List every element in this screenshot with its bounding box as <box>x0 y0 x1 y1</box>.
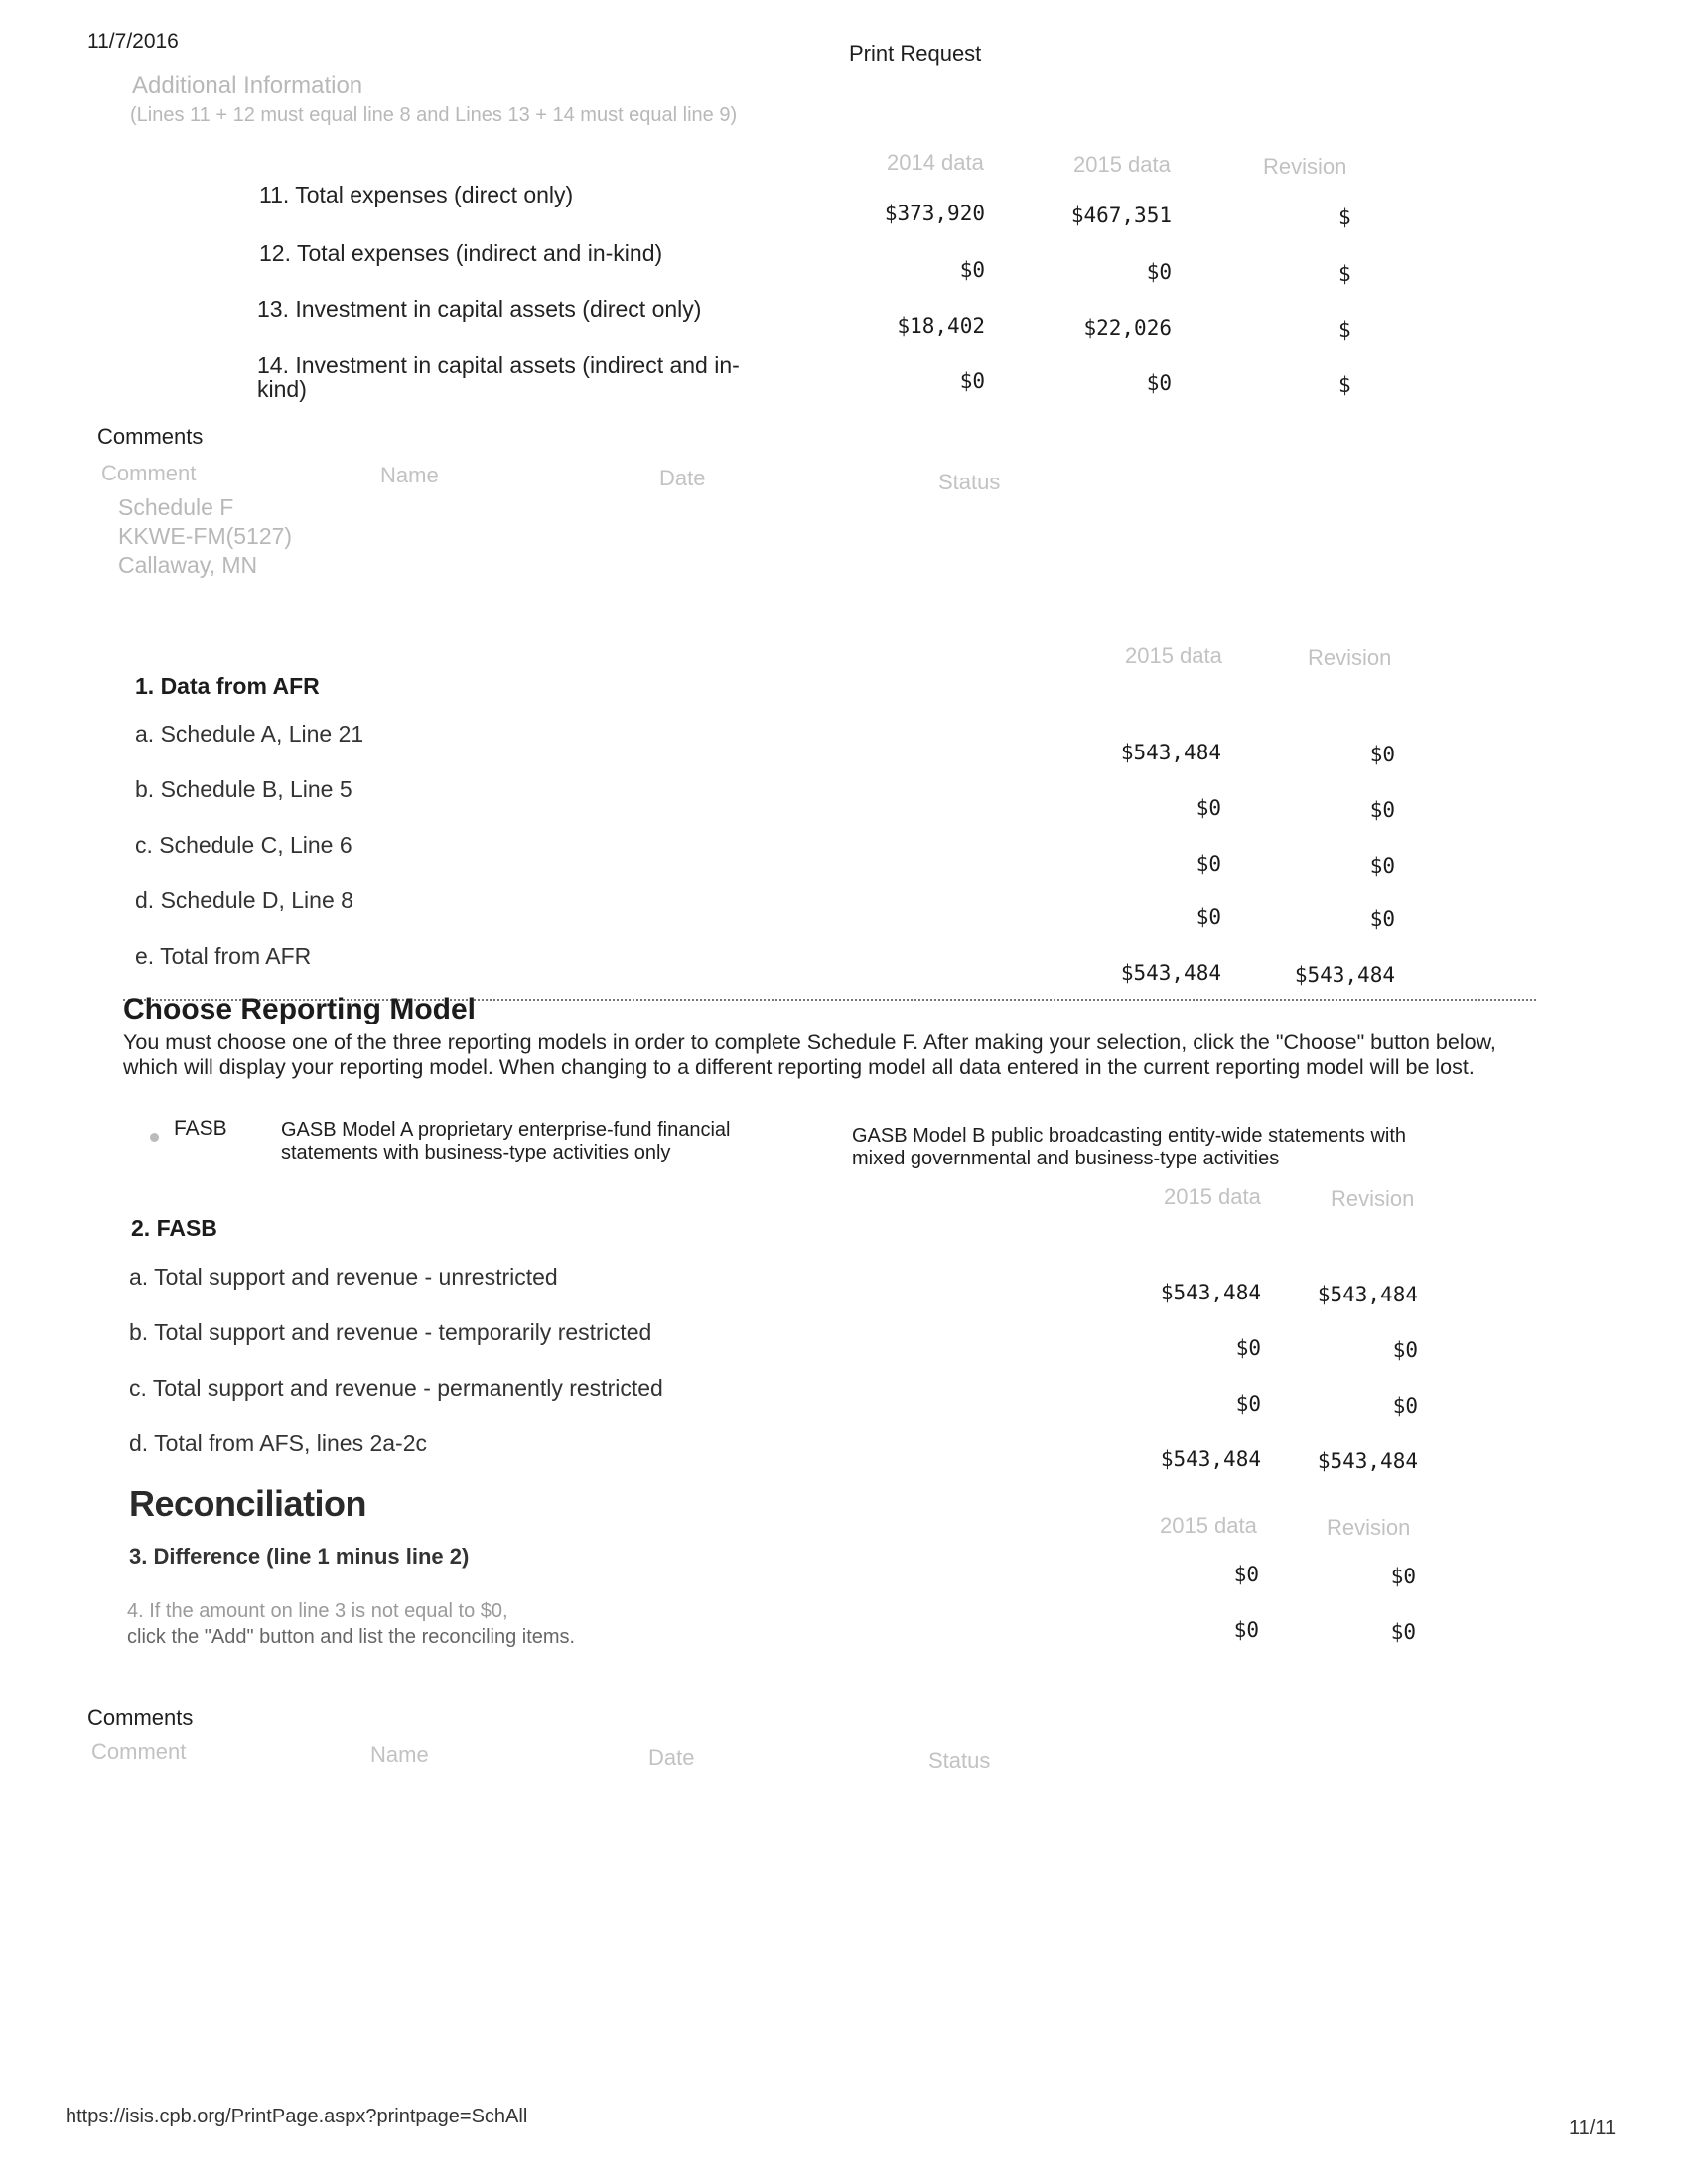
page-title: Print Request <box>849 41 982 66</box>
afr-col-2015-data: 2015 data <box>1125 643 1222 668</box>
comments2-col-name: Name <box>370 1742 429 1767</box>
afr-row-a-label: a. Schedule A, Line 21 <box>135 721 364 747</box>
line-12-2015: $0 <box>1146 260 1172 284</box>
line-11-2014: $373,920 <box>884 202 985 225</box>
station-name: KKWE-FM(5127) <box>118 523 293 549</box>
col-revision: Revision <box>1263 154 1347 179</box>
comments-heading: Comments <box>97 424 204 449</box>
option-fasb-label[interactable]: FASB <box>174 1117 227 1140</box>
col-2015-data: 2015 data <box>1073 152 1171 177</box>
fasb-row-a-label: a. Total support and revenue - unrestricted <box>129 1264 558 1290</box>
afr-row-b-label: b. Schedule B, Line 5 <box>135 776 352 802</box>
afr-row-e-label: e. Total from AFR <box>135 943 312 969</box>
fasb-row-d-label: d. Total from AFS, lines 2a-2c <box>129 1431 427 1456</box>
afr-row-b-value: $0 <box>1196 796 1221 820</box>
option-gasb-a-label[interactable]: GASB Model A proprietary enterprise-fund financial statements with business-type activities only <box>281 1119 731 1163</box>
fasb-row-a-value: $543,484 <box>1160 1281 1261 1304</box>
fasb-row-b-revision[interactable]: $0 <box>1392 1338 1418 1362</box>
footer-url: https://isis.cpb.org/PrintPage.aspx?printpage=SchAll <box>66 2106 528 2127</box>
afr-col-revision: Revision <box>1308 645 1392 670</box>
recon-line-3-revision[interactable]: $0 <box>1390 1565 1416 1588</box>
line-12-revision-input[interactable]: $ <box>1338 262 1351 286</box>
afr-row-b-revision[interactable]: $0 <box>1369 798 1395 822</box>
line-14-2014: $0 <box>959 369 985 393</box>
comments2-col-date: Date <box>648 1745 695 1770</box>
comments-heading-2: Comments <box>87 1706 194 1730</box>
comments-col-status: Status <box>938 470 1001 494</box>
line-14-label: 14. Investment in capital assets (indirect and in-kind) <box>257 352 740 402</box>
fasb-row-c-value: $0 <box>1235 1392 1261 1416</box>
line-13-revision-input[interactable]: $ <box>1338 318 1351 341</box>
recon-line-4-value: $0 <box>1233 1618 1259 1642</box>
recon-line-3-label: 3. Difference (line 1 minus line 2) <box>129 1544 470 1569</box>
line-14-revision-input[interactable]: $ <box>1338 373 1351 397</box>
col-2014-data: 2014 data <box>887 150 984 175</box>
page-number: 11/11 <box>1569 2117 1617 2139</box>
line-11-label: 11. Total expenses (direct only) <box>259 182 574 207</box>
fasb-row-d-value: $543,484 <box>1160 1447 1261 1471</box>
afr-row-d-value: $0 <box>1196 905 1221 929</box>
reconciliation-title: Reconciliation <box>129 1483 367 1524</box>
line-11-revision-input[interactable]: $ <box>1338 205 1351 229</box>
option-gasb-b-label[interactable]: GASB Model B public broadcasting entity-wide statements with mixed governmental and business-type activities <box>852 1125 1407 1169</box>
radio-fasb[interactable] <box>150 1133 159 1142</box>
fasb-row-d-revision[interactable]: $543,484 <box>1317 1449 1418 1473</box>
comments-col-name: Name <box>380 463 439 487</box>
recon-col-revision: Revision <box>1327 1515 1411 1540</box>
afr-section-title: 1. Data from AFR <box>135 673 320 699</box>
line-13-2015: $22,026 <box>1083 316 1172 340</box>
afr-row-c-label: c. Schedule C, Line 6 <box>135 832 352 858</box>
fasb-row-b-label: b. Total support and revenue - temporarily restricted <box>129 1319 652 1345</box>
line-12-2014: $0 <box>959 258 985 282</box>
recon-col-2015-data: 2015 data <box>1160 1513 1257 1538</box>
reporting-model-description: You must choose one of the three reporting models in order to complete Schedule F. After making your selection, click the "Choose" button below, which will display your reporting model. When changing to a different reporting model all data entered in the current reporting model will be lost. <box>123 1030 1496 1079</box>
fasb-col-revision: Revision <box>1331 1186 1415 1211</box>
line-13-label: 13. Investment in capital assets (direct only) <box>257 296 702 322</box>
fasb-row-c-revision[interactable]: $0 <box>1392 1394 1418 1418</box>
fasb-row-a-revision[interactable]: $543,484 <box>1317 1283 1418 1306</box>
fasb-section-title: 2. FASB <box>131 1215 217 1241</box>
additional-info-note: (Lines 11 + 12 must equal line 8 and Lines 13 + 14 must equal line 9) <box>130 104 738 126</box>
comments-col-date: Date <box>659 466 706 490</box>
afr-row-d-label: d. Schedule D, Line 8 <box>135 887 353 913</box>
recon-line-4-label-2: click the "Add" button and list the reconciling items. <box>127 1626 576 1648</box>
fasb-row-b-value: $0 <box>1235 1336 1261 1360</box>
afr-row-c-revision[interactable]: $0 <box>1369 854 1395 878</box>
line-11-2015: $467,351 <box>1070 204 1172 227</box>
comments2-col-status: Status <box>928 1748 991 1773</box>
fasb-col-2015-data: 2015 data <box>1164 1184 1261 1209</box>
line-14-2015: $0 <box>1146 371 1172 395</box>
schedule-name: Schedule F <box>118 494 234 520</box>
comments-col-comment: Comment <box>101 461 197 485</box>
fasb-row-c-label: c. Total support and revenue - permanently restricted <box>129 1375 663 1401</box>
afr-row-d-revision[interactable]: $0 <box>1369 907 1395 931</box>
additional-info-title: Additional Information <box>132 72 363 99</box>
line-12-label: 12. Total expenses (indirect and in-kind) <box>259 240 663 266</box>
station-location: Callaway, MN <box>118 552 258 578</box>
print-date: 11/7/2016 <box>87 30 179 53</box>
afr-row-e-revision[interactable]: $543,484 <box>1294 963 1395 987</box>
line-13-2014: $18,402 <box>897 314 985 338</box>
recon-line-3-value: $0 <box>1233 1563 1259 1586</box>
afr-row-c-value: $0 <box>1196 852 1221 876</box>
comments2-col-comment: Comment <box>91 1739 187 1764</box>
reporting-model-title: Choose Reporting Model <box>123 993 476 1025</box>
afr-row-e-value: $543,484 <box>1120 961 1221 985</box>
afr-row-a-revision[interactable]: $0 <box>1369 743 1395 766</box>
afr-row-a-value: $543,484 <box>1120 741 1221 764</box>
recon-line-4-label-1: 4. If the amount on line 3 is not equal to $0, <box>127 1600 508 1622</box>
recon-line-4-revision[interactable]: $0 <box>1390 1620 1416 1644</box>
